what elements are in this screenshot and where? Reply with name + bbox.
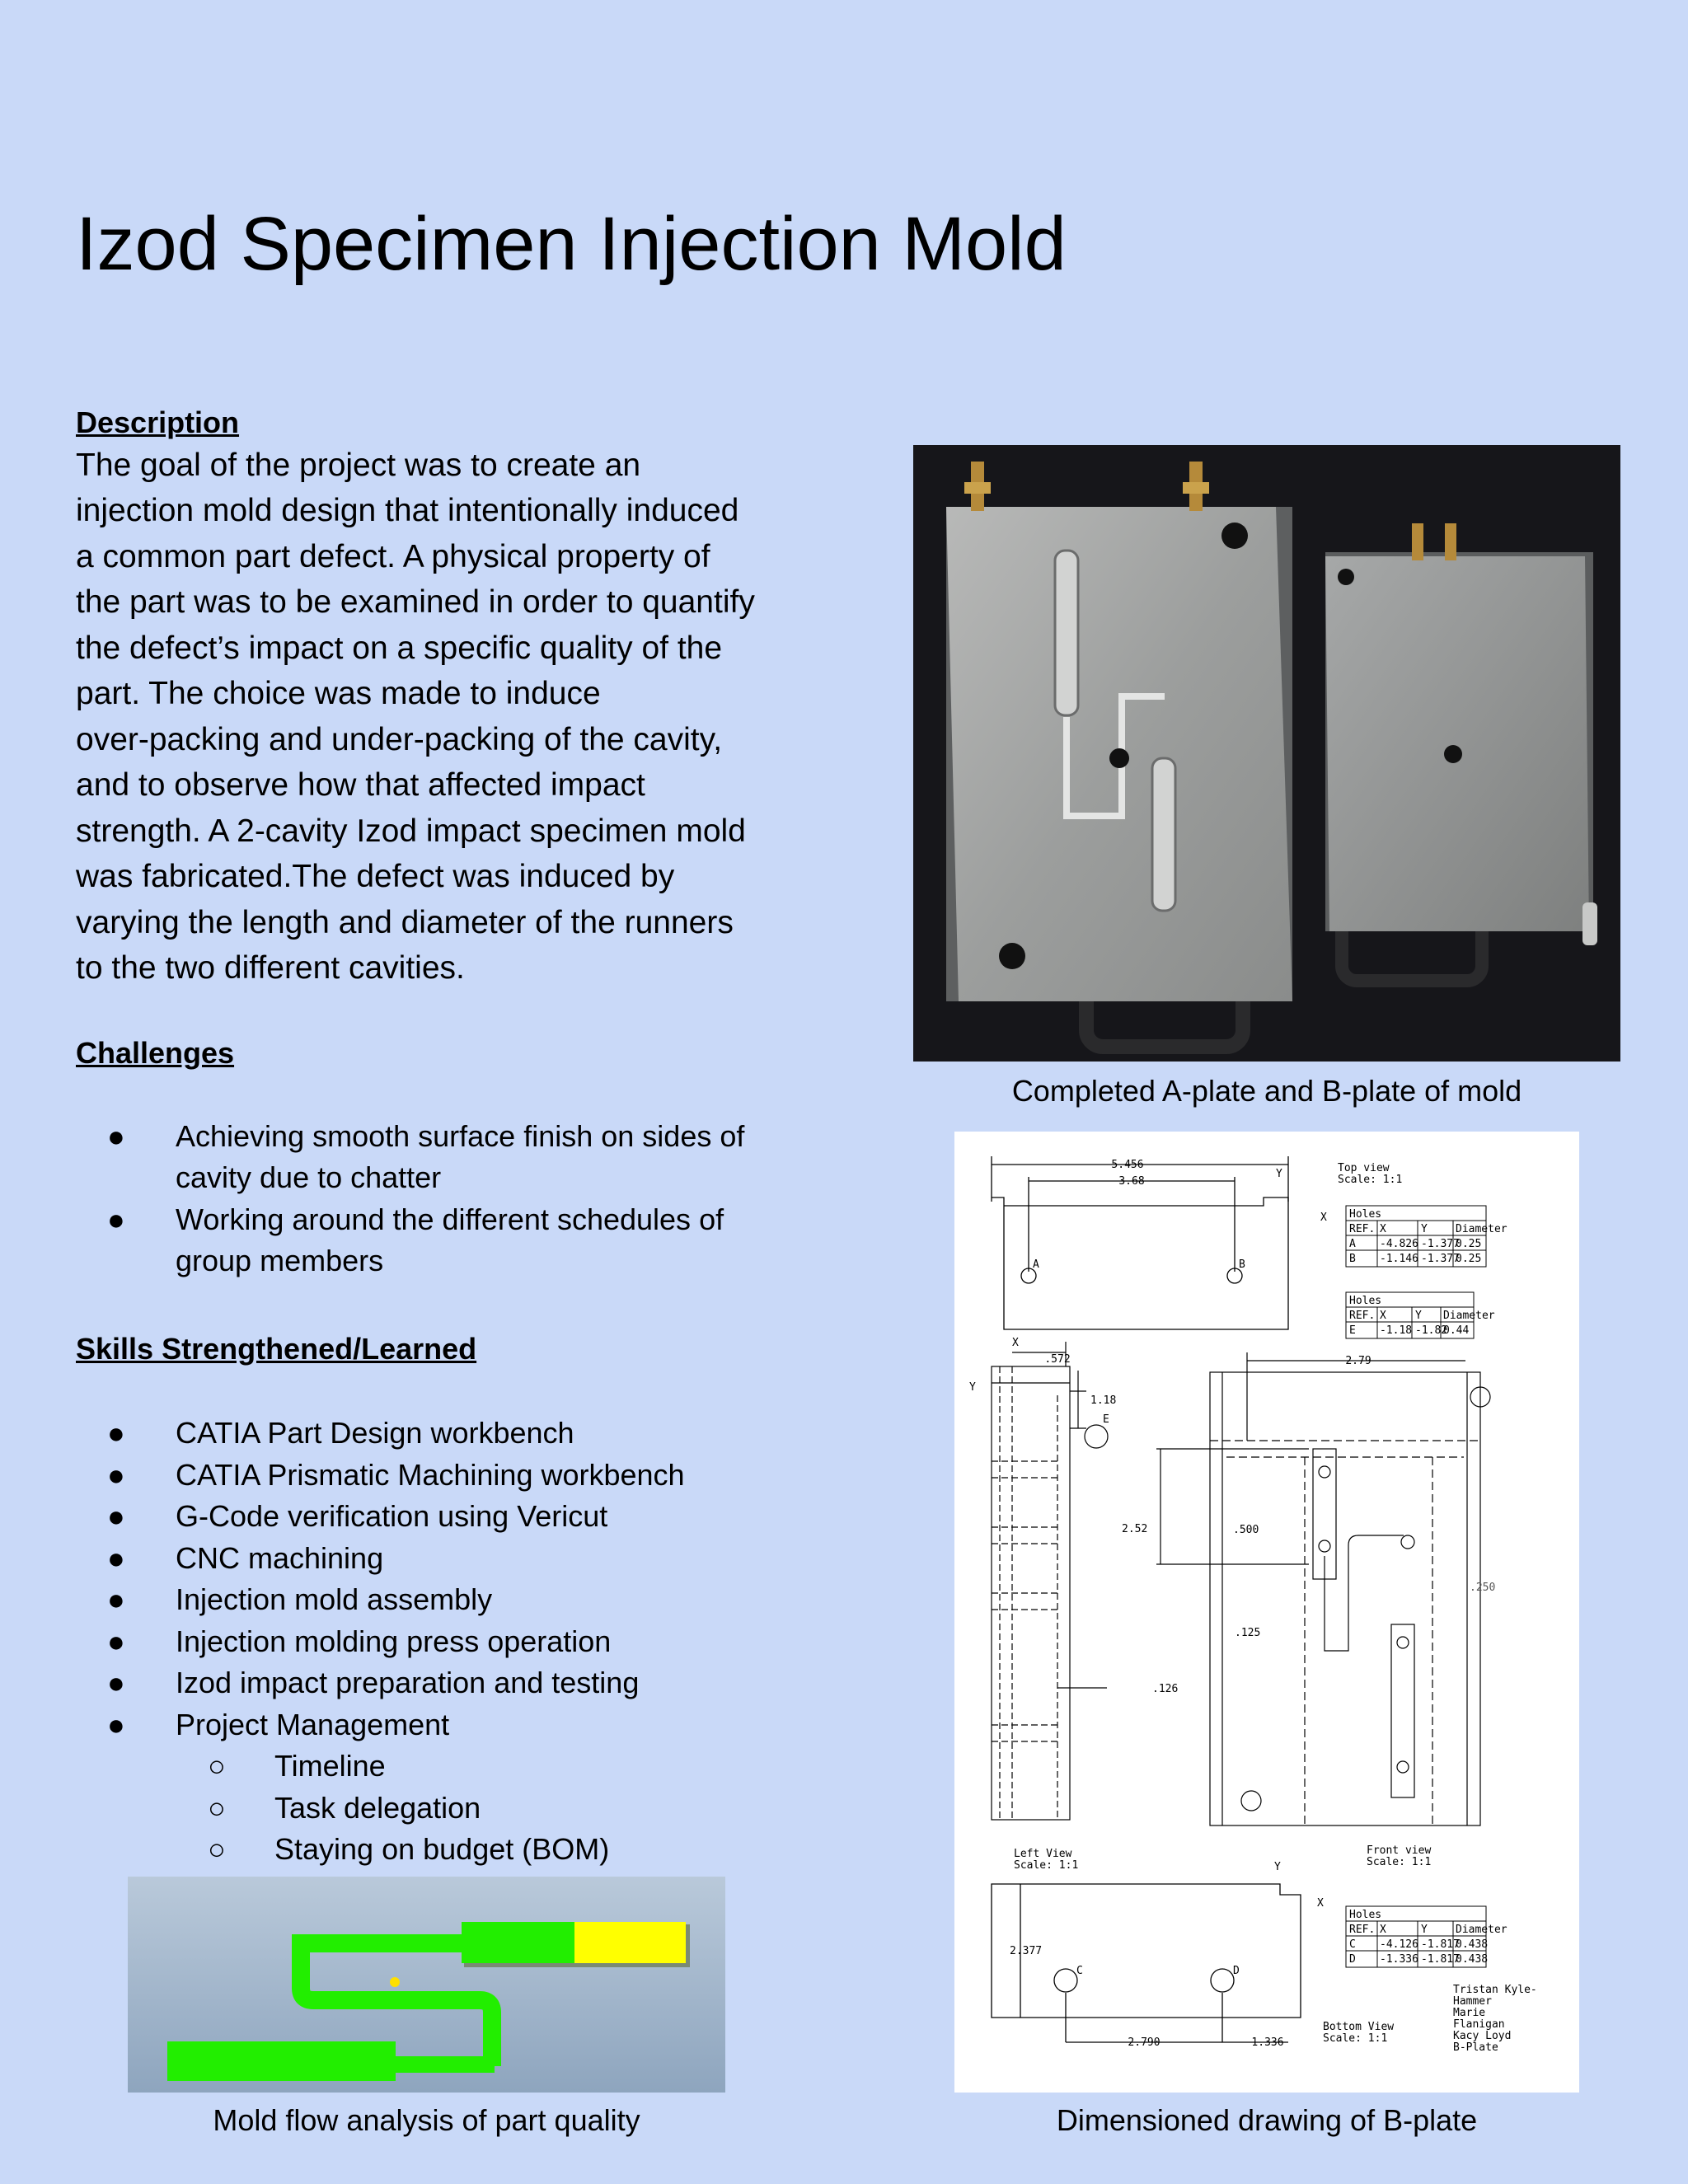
list-item — [76, 1662, 818, 1704]
list-item — [76, 1116, 818, 1199]
table-title: Holes — [1349, 1208, 1382, 1221]
left-view-labels — [969, 1337, 1178, 1872]
subskill-text: Timeline — [274, 1749, 386, 1783]
table-cell: C — [1349, 1938, 1356, 1951]
b-plate-drawing — [954, 1132, 1579, 2093]
project-management-sublist — [76, 1746, 818, 1871]
bullet-icon: ● — [107, 1416, 125, 1451]
description-line: was fabricated.The defect was induced by — [76, 859, 675, 895]
table-header: REF. — [1349, 1924, 1376, 1936]
axis-label: Y — [1276, 1168, 1282, 1180]
bottom-view — [992, 1884, 1301, 2042]
table-title: Holes — [1349, 1295, 1382, 1307]
skill-text: Project Management — [176, 1707, 450, 1741]
skill-text: Injection mold assembly — [176, 1582, 493, 1617]
table-cell: 0.25 — [1456, 1253, 1482, 1265]
table-header: REF. — [1349, 1223, 1376, 1235]
view-label: Left View — [1014, 1848, 1072, 1860]
axis-label: X — [1320, 1212, 1327, 1224]
challenges-list — [76, 1116, 818, 1282]
description-line: and to observe how that affected impact — [76, 767, 645, 804]
list-item — [76, 1788, 818, 1830]
view-scale: Scale: 1:1 — [1338, 1174, 1403, 1186]
dim-label: .126 — [1152, 1683, 1179, 1695]
table-cell: -1.377 — [1421, 1238, 1460, 1250]
bullet-icon: ● — [107, 1540, 125, 1575]
view-label: Front view — [1367, 1844, 1432, 1857]
hole-label: B — [1239, 1258, 1245, 1271]
table-header: Y — [1421, 1924, 1428, 1936]
table-header: REF. — [1349, 1310, 1376, 1322]
table-cell: -1.817 — [1421, 1938, 1460, 1951]
axis-label: X — [1012, 1337, 1019, 1349]
table-cell: A — [1349, 1238, 1356, 1250]
description-line: a common part defect. A physical property of — [76, 538, 710, 574]
skills-list — [76, 1413, 818, 1871]
list-item — [76, 1829, 818, 1871]
view-scale: Scale: 1:1 — [1323, 2032, 1388, 2045]
flow-caption: Mold flow analysis of part quality — [213, 2103, 640, 2137]
view-scale: Scale: 1:1 — [1014, 1859, 1079, 1872]
bullet-icon: ● — [107, 1499, 125, 1534]
mold-flow-illustration — [128, 1877, 725, 2093]
table-header: X — [1380, 1924, 1386, 1936]
bullet-icon: ● — [107, 1582, 125, 1617]
front-view-labels — [1122, 1355, 1495, 1868]
table-header: Y — [1415, 1310, 1422, 1322]
skill-text: G-Code verification using Vericut — [176, 1499, 608, 1534]
mold-flow-image — [128, 1877, 725, 2093]
description-line: to the two different cavities. — [76, 950, 465, 987]
title-block — [1453, 1984, 1537, 2054]
hole-label: D — [1233, 1965, 1240, 1977]
bullet-icon: ● — [107, 1118, 125, 1153]
bottom-view-labels — [1010, 1861, 1394, 2049]
engineering-drawing — [954, 1132, 1579, 2093]
list-item — [76, 1538, 818, 1580]
description-line: The goal of the project was to create an — [76, 447, 641, 483]
table-cell: 0.438 — [1456, 1938, 1489, 1951]
table-header: Diameter — [1456, 1223, 1507, 1235]
dim-label: 2.790 — [1128, 2036, 1160, 2049]
list-item — [76, 1199, 818, 1282]
dim-label: 2.377 — [1010, 1945, 1043, 1957]
skill-text: CATIA Part Design workbench — [176, 1416, 574, 1451]
table-cell: 0.25 — [1456, 1238, 1482, 1250]
photo-caption: Completed A-plate and B-plate of mold — [1011, 1074, 1522, 1108]
subskill-text: Staying on budget (BOM) — [274, 1832, 610, 1867]
hole-label: C — [1076, 1965, 1083, 1977]
view-scale: Scale: 1:1 — [1367, 1856, 1432, 1868]
hole-label: E — [1103, 1413, 1109, 1426]
title-block-line: Marie — [1453, 2007, 1486, 2019]
ring-bullet-icon: ○ — [208, 1749, 226, 1783]
title-block-line: Kacy Loyd — [1453, 2030, 1512, 2042]
hole-label: A — [1033, 1258, 1039, 1271]
left-view — [992, 1342, 1108, 1820]
table-cell: B — [1349, 1253, 1356, 1265]
table-cell: D — [1349, 1953, 1356, 1966]
dim-label: 3.68 — [1118, 1175, 1145, 1188]
table-cell: 0.44 — [1443, 1324, 1470, 1337]
table-header: Diameter — [1443, 1310, 1495, 1322]
axis-label: X — [1317, 1897, 1324, 1910]
table-cell: -1.817 — [1421, 1953, 1460, 1966]
dim-label: .572 — [1044, 1353, 1071, 1366]
dim-label: .250 — [1470, 1582, 1496, 1594]
challenge-text: Working around the different schedules of — [176, 1202, 724, 1236]
dim-label: .125 — [1235, 1627, 1261, 1639]
table-cell: -4.126 — [1380, 1938, 1418, 1951]
title-block-line: Tristan Kyle- — [1453, 1984, 1537, 1996]
view-label: Top view — [1338, 1162, 1390, 1174]
skill-text: CNC machining — [176, 1540, 384, 1575]
front-view — [1156, 1352, 1490, 1825]
bullet-icon: ● — [107, 1707, 125, 1741]
list-item — [76, 1746, 818, 1788]
challenges-heading: Challenges — [76, 1035, 235, 1070]
axis-label: Y — [1274, 1861, 1281, 1873]
list-item — [76, 1413, 818, 1455]
table-cell: -1.146 — [1380, 1253, 1418, 1265]
subskill-text: Task delegation — [274, 1790, 481, 1825]
description-line: the defect’s impact on a specific quality of the — [76, 630, 723, 666]
dim-label: 5.456 — [1111, 1159, 1144, 1171]
dim-label: .500 — [1233, 1524, 1259, 1536]
holes-table-top1 — [1346, 1206, 1507, 1267]
title-block-line: Hammer — [1453, 1995, 1492, 2008]
holes-table-top2 — [1346, 1292, 1495, 1338]
view-label: Bottom View — [1323, 2021, 1395, 2033]
table-header: X — [1380, 1223, 1386, 1235]
skill-text: Injection molding press operation — [176, 1624, 612, 1658]
dim-label: 1.336 — [1251, 2036, 1284, 2049]
challenge-text: group members — [176, 1244, 384, 1278]
list-item — [76, 1455, 818, 1497]
table-header: Diameter — [1456, 1924, 1507, 1936]
description-heading: Description — [76, 405, 240, 439]
description-line: part. The choice was made to induce — [76, 676, 601, 712]
challenge-text: cavity due to chatter — [176, 1160, 442, 1195]
description-line: varying the length and diameter of the runners — [76, 904, 734, 940]
description-line: the part was to be examined in order to quantify — [76, 584, 755, 621]
ring-bullet-icon: ○ — [208, 1790, 226, 1825]
table-cell: -1.377 — [1421, 1253, 1460, 1265]
table-cell: -4.826 — [1380, 1238, 1418, 1250]
dim-label: 2.79 — [1345, 1355, 1372, 1367]
table-cell: 0.438 — [1456, 1953, 1489, 1966]
left-column — [76, 404, 818, 1871]
ring-bullet-icon: ○ — [208, 1832, 226, 1867]
table-header: X — [1380, 1310, 1386, 1322]
list-item — [76, 1579, 818, 1621]
table-cell: E — [1349, 1324, 1356, 1337]
skill-text: Izod impact preparation and testing — [176, 1666, 640, 1700]
bullet-icon: ● — [107, 1202, 125, 1236]
title-block-line: Flanigan — [1453, 2018, 1505, 2031]
title-block-line: B-Plate — [1453, 2041, 1498, 2054]
page-title: Izod Specimen Injection Mold — [76, 202, 1067, 286]
mold-photo — [913, 445, 1620, 1062]
table-title: Holes — [1349, 1909, 1382, 1921]
table-cell: -1.82 — [1415, 1324, 1448, 1337]
description-line: injection mold design that intentionally induced — [76, 493, 739, 529]
challenge-text: Achieving smooth surface finish on sides of — [176, 1118, 745, 1153]
skills-heading: Skills Strengthened/Learned — [76, 1331, 477, 1366]
bullet-icon: ● — [107, 1624, 125, 1658]
bullet-icon: ● — [107, 1457, 125, 1492]
drawing-caption: Dimensioned drawing of B-plate — [1056, 2103, 1478, 2137]
bullet-icon: ● — [107, 1666, 125, 1700]
mold-photo-illustration — [913, 445, 1620, 1062]
table-header: Y — [1421, 1223, 1428, 1235]
description-line: over-packing and under-packing of the cavity, — [76, 721, 723, 757]
list-item — [76, 1621, 818, 1663]
dim-label: 2.52 — [1122, 1523, 1148, 1535]
table-cell: -1.18 — [1380, 1324, 1413, 1337]
top-view-labels — [1033, 1159, 1402, 1271]
description-text — [76, 443, 818, 991]
table-cell: -1.336 — [1380, 1953, 1418, 1966]
holes-table-bottom — [1346, 1906, 1507, 1967]
list-item — [76, 1704, 818, 1871]
skill-text: CATIA Prismatic Machining workbench — [176, 1457, 685, 1492]
list-item — [76, 1496, 818, 1538]
description-line: strength. A 2-cavity Izod impact specimen mold — [76, 813, 746, 849]
axis-label: Y — [969, 1381, 976, 1394]
dim-label: 1.18 — [1090, 1394, 1117, 1407]
